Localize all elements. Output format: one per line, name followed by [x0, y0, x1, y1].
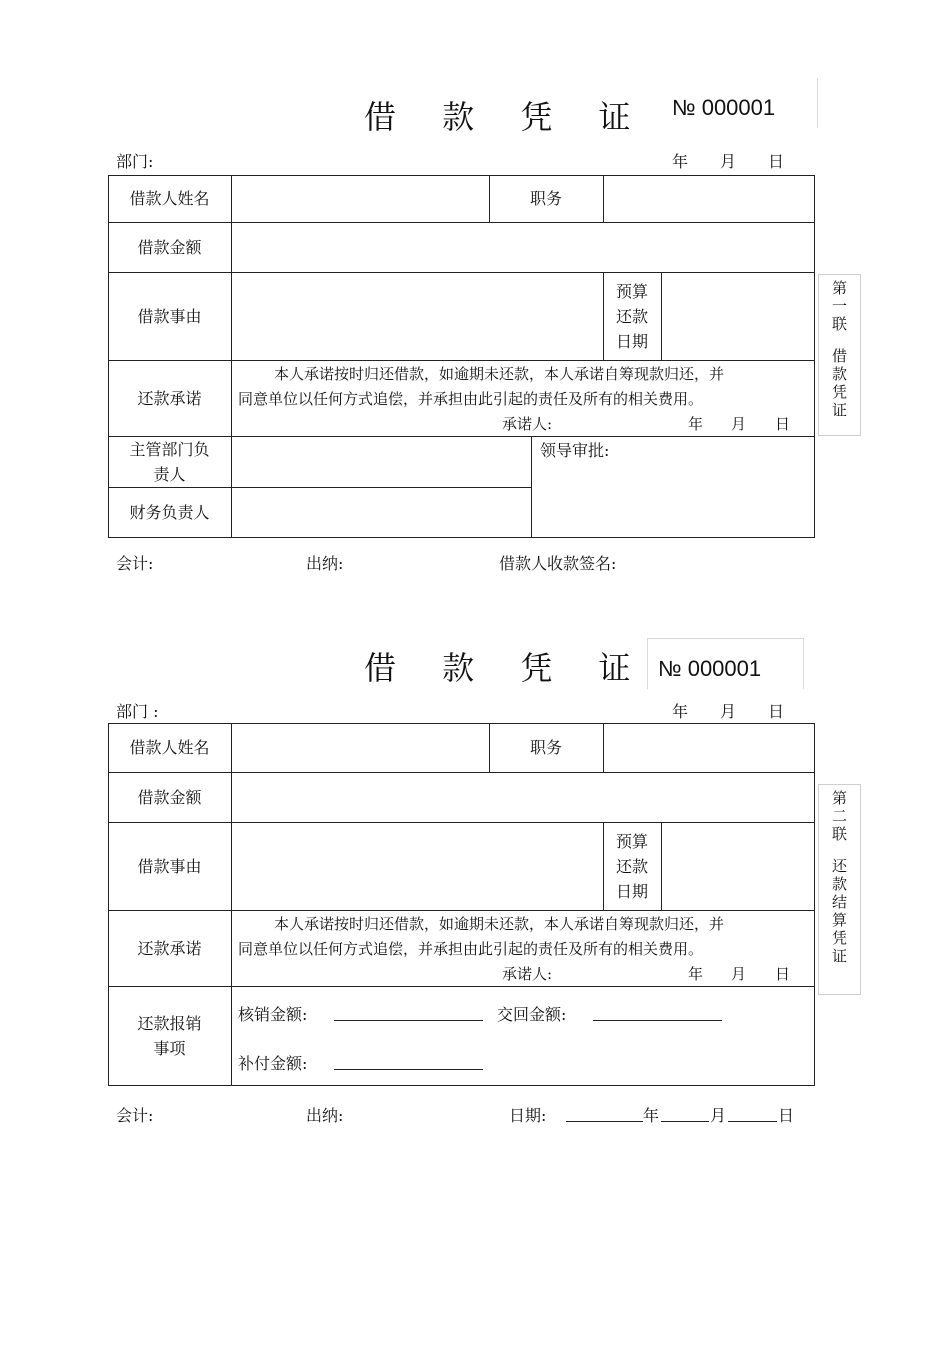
stub-char: 第 [831, 279, 847, 297]
divider [817, 78, 818, 128]
position-field[interactable] [604, 724, 814, 771]
stub-char: 证 [831, 401, 847, 419]
date-year: 年 [672, 702, 689, 721]
leader-approval-field[interactable] [532, 462, 814, 537]
manager-label-line: 责人 [153, 464, 186, 484]
stub-char: 借 [831, 347, 847, 365]
date-day: 日 [768, 152, 785, 171]
stub-char: 算 [831, 911, 847, 929]
borrower-name-field[interactable] [232, 176, 488, 221]
settlement-label [108, 986, 231, 1086]
accountant-label: 会计: [116, 1106, 154, 1125]
date-year: 年 [672, 152, 689, 171]
cashier-label: 出纳: [306, 1106, 344, 1125]
voucher-title: 借 款 凭 证 [364, 98, 649, 136]
stub-char: 款 [831, 365, 847, 383]
cashier-label: 出纳: [306, 554, 344, 573]
repay-date-line: 日期 [615, 331, 648, 351]
repay-date-line: 还款 [615, 856, 648, 876]
repay-date-label [603, 272, 661, 360]
return-amount-field[interactable] [593, 1004, 722, 1021]
department-label: 部门: [116, 152, 154, 171]
promise-label: 还款承诺 [137, 938, 202, 958]
settlement-label-line: 事项 [153, 1039, 186, 1058]
finance-head-field[interactable] [232, 488, 530, 537]
repay-date-line: 预算 [615, 281, 648, 301]
date-label: 日期: [509, 1106, 547, 1125]
promise-label: 还款承诺 [137, 388, 202, 408]
stub-char: 还 [831, 857, 847, 875]
voucher-title: 借 款 凭 证 [364, 649, 649, 687]
return-amount-label: 交回金额: [497, 1005, 567, 1024]
repay-date-field[interactable] [662, 273, 814, 359]
writeoff-amount-label: 核销金额: [238, 1005, 308, 1024]
promise-text: 同意单位以任何方式追偿，并承担由此引起的责任及所有的相关费用。 [238, 390, 704, 408]
borrower-name-label: 借款人姓名 [129, 189, 210, 208]
stub-char: 联 [831, 825, 847, 843]
promise-text: 本人承诺按时归还借款，如逾期未还款，本人承诺自筹现款归还，并 [274, 915, 725, 933]
date-year: 年 [643, 1106, 660, 1125]
date-day: 日 [775, 965, 791, 983]
date-month-field[interactable] [661, 1105, 709, 1122]
repay-date-line: 预算 [615, 831, 648, 851]
stub-char: 凭 [831, 383, 847, 401]
copy-stub-label [818, 784, 861, 995]
manager-field[interactable] [232, 437, 530, 486]
position-field[interactable] [604, 176, 814, 221]
date-month: 月 [720, 152, 737, 171]
amount-label: 借款金额 [137, 237, 202, 257]
repay-date-field[interactable] [662, 823, 814, 909]
stub-char: 一 [831, 297, 847, 315]
date-month: 月 [710, 1106, 727, 1125]
department-label: 部门 : [116, 702, 159, 721]
date-year: 年 [688, 965, 704, 983]
repay-date-line: 还款 [615, 306, 648, 326]
manager-label-line: 主管部门负 [129, 439, 210, 459]
promise-text: 同意单位以任何方式追偿，并承担由此引起的责任及所有的相关费用。 [238, 940, 704, 958]
amount-label: 借款金额 [137, 787, 202, 807]
repay-date-line: 日期 [615, 881, 648, 901]
borrower-name-label: 借款人姓名 [129, 738, 210, 757]
borrower-name-field[interactable] [232, 724, 488, 771]
serial-number: № 000001 [658, 656, 762, 681]
stub-char: 证 [831, 947, 847, 965]
date-day: 日 [775, 415, 791, 433]
position-label: 职务 [529, 189, 562, 208]
reason-label: 借款事由 [137, 306, 202, 326]
position-label: 职务 [529, 738, 562, 757]
writeoff-amount-field[interactable] [334, 1004, 483, 1021]
leader-approval-label: 领导审批: [540, 441, 610, 460]
finance-head-label: 财务负责人 [129, 503, 210, 522]
date-day: 日 [778, 1106, 795, 1125]
date-day-field[interactable] [728, 1105, 777, 1122]
stub-char: 联 [831, 315, 847, 333]
date-year-field[interactable] [566, 1105, 643, 1122]
promise-text: 本人承诺按时归还借款，如逾期未还款，本人承诺自筹现款归还，并 [274, 365, 725, 383]
promisor-label: 承诺人: [502, 965, 553, 983]
supplement-amount-field[interactable] [334, 1053, 483, 1070]
accountant-label: 会计: [116, 554, 154, 573]
copy-stub-label [818, 274, 861, 436]
repay-date-label [603, 822, 661, 910]
supplement-amount-label: 补付金额: [238, 1054, 308, 1073]
date-month: 月 [731, 965, 747, 983]
stub-char: 凭 [831, 929, 847, 947]
stub-char: 第 [831, 789, 847, 807]
date-month: 月 [720, 702, 737, 721]
reason-label: 借款事由 [137, 856, 202, 876]
stub-char: 二 [831, 807, 847, 825]
settlement-label-line: 还款报销 [137, 1014, 202, 1033]
date-year: 年 [688, 415, 704, 433]
date-day: 日 [768, 702, 785, 721]
promisor-label: 承诺人: [502, 415, 553, 433]
reason-field[interactable] [232, 273, 602, 359]
stub-char: 结 [831, 893, 847, 911]
stub-char: 款 [831, 875, 847, 893]
date-month: 月 [731, 415, 747, 433]
serial-number: № 000001 [672, 95, 776, 120]
amount-field[interactable] [232, 773, 814, 821]
manager-label [108, 436, 231, 487]
receiver-signature-label: 借款人收款签名: [499, 554, 617, 573]
reason-field[interactable] [232, 823, 602, 909]
amount-field[interactable] [232, 223, 814, 271]
